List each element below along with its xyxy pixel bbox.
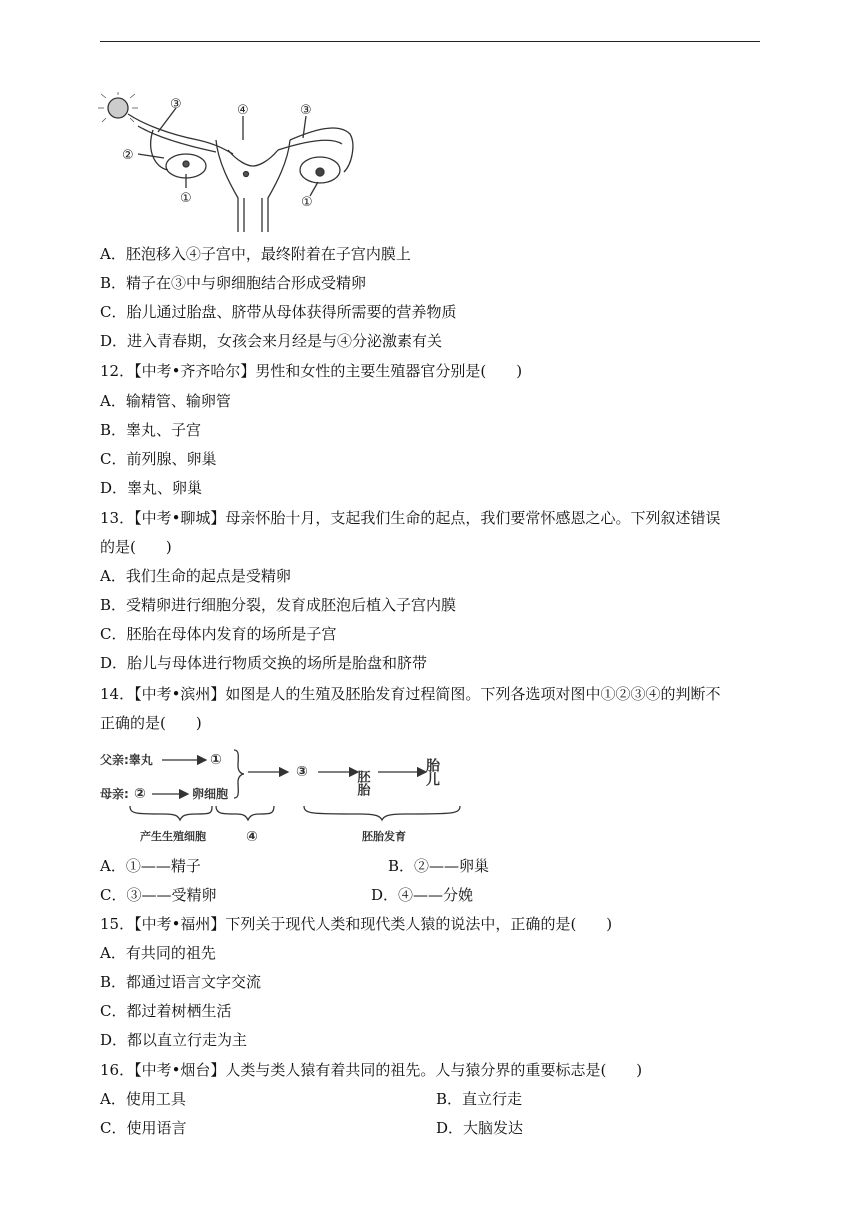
fig2-circle-4: ④ — [246, 829, 258, 845]
q13-option-c: C．胚胎在母体内发育的场所是子宫 — [100, 625, 337, 643]
q11-option-a: A．胚泡移入④子宫中，最终附着在子宫内膜上 — [100, 245, 411, 263]
fig2-embryo: 胚胎 — [354, 770, 370, 796]
q13-stem-2: 的是( ) — [100, 538, 172, 556]
q13-option-a: A．我们生命的起点是受精卵 — [100, 567, 291, 585]
q12-option-c: C．前列腺、卵巢 — [100, 450, 217, 468]
q13-option-b: B．受精卵进行细胞分裂，发育成胚泡后植入子宫内膜 — [100, 596, 457, 614]
q16-option-a: A．使用工具 — [100, 1090, 186, 1108]
fig1-label-3a: ③ — [170, 97, 182, 112]
q12-option-a: A．输精管、输卵管 — [100, 392, 231, 410]
fig2-circle-1: ① — [210, 752, 222, 768]
q15-option-b: B．都通过语言文字交流 — [100, 973, 262, 991]
q11-option-b: B．精子在③中与卵细胞结合形成受精卵 — [100, 274, 367, 292]
q11-option-c: C．胎儿通过胎盘、脐带从母体获得所需要的营养物质 — [100, 303, 457, 321]
q13-option-d: D．胎儿与母体进行物质交换的场所是胎盘和脐带 — [100, 654, 428, 672]
fig1-label-3b: ③ — [300, 103, 312, 118]
female-reproductive-diagram — [98, 92, 358, 234]
q14-stem-1: 14．【中考•滨州】如图是人的生殖及胚胎发育过程简图。下列各选项对图中①②③④的判断不 — [100, 685, 721, 703]
fig2-father: 父亲:睾丸 — [100, 753, 153, 767]
q12-option-d: D．睾丸、卵巢 — [100, 479, 203, 497]
q15-stem: 15．【中考•福州】下列关于现代人类和现代类人猿的说法中，正确的是( ) — [100, 915, 613, 933]
q15-option-d: D．都以直立行走为主 — [100, 1031, 248, 1049]
q13-stem-1: 13．【中考•聊城】母亲怀胎十月，支起我们生命的起点，我们要常怀感恩之心。下列叙述错误 — [100, 509, 721, 527]
q14-option-c: C．③——受精卵 — [100, 886, 217, 904]
q15-option-a: A．有共同的祖先 — [100, 944, 216, 962]
fig1-label-1b: ① — [301, 195, 313, 210]
reproduction-flow-diagram — [100, 744, 500, 848]
fig2-mother: 母亲: — [100, 787, 129, 801]
q14-option-d: D．④——分娩 — [371, 886, 474, 904]
q16-option-c: C．使用语言 — [100, 1119, 187, 1137]
q12-stem: 12．【中考•齐齐哈尔】男性和女性的主要生殖器官分别是( ) — [100, 362, 523, 380]
fig1-label-2: ② — [122, 148, 134, 163]
fig1-label-4: ④ — [237, 103, 249, 118]
q14-option-a: A．①——精子 — [100, 857, 201, 875]
fig2-circle-3: ③ — [296, 764, 308, 780]
fig1-label-1a: ① — [180, 191, 192, 206]
q12-option-b: B．睾丸、子宫 — [100, 421, 202, 439]
fig2-egg: 卵细胞 — [192, 787, 229, 801]
fig2-fetus: 胎儿 — [424, 758, 440, 786]
q11-option-d: D．进入青春期，女孩会来月经是与④分泌激素有关 — [100, 332, 443, 350]
q16-option-b: B．直立行走 — [436, 1090, 523, 1108]
q16-stem: 16．【中考•烟台】人类与类人猿有着共同的祖先。人与猿分界的重要标志是( ) — [100, 1061, 643, 1079]
q14-option-b: B．②——卵巢 — [388, 857, 490, 875]
q14-stem-2: 正确的是( ) — [100, 714, 202, 732]
fig2-circle-2: ② — [134, 786, 146, 802]
q16-option-d: D．大脑发达 — [436, 1119, 524, 1137]
header-rule — [100, 41, 760, 42]
fig2-brace-label-1: 产生生殖细胞 — [140, 830, 206, 843]
fig2-brace-label-3: 胚胎发育 — [362, 830, 406, 843]
q15-option-c: C．都过着树栖生活 — [100, 1002, 232, 1020]
